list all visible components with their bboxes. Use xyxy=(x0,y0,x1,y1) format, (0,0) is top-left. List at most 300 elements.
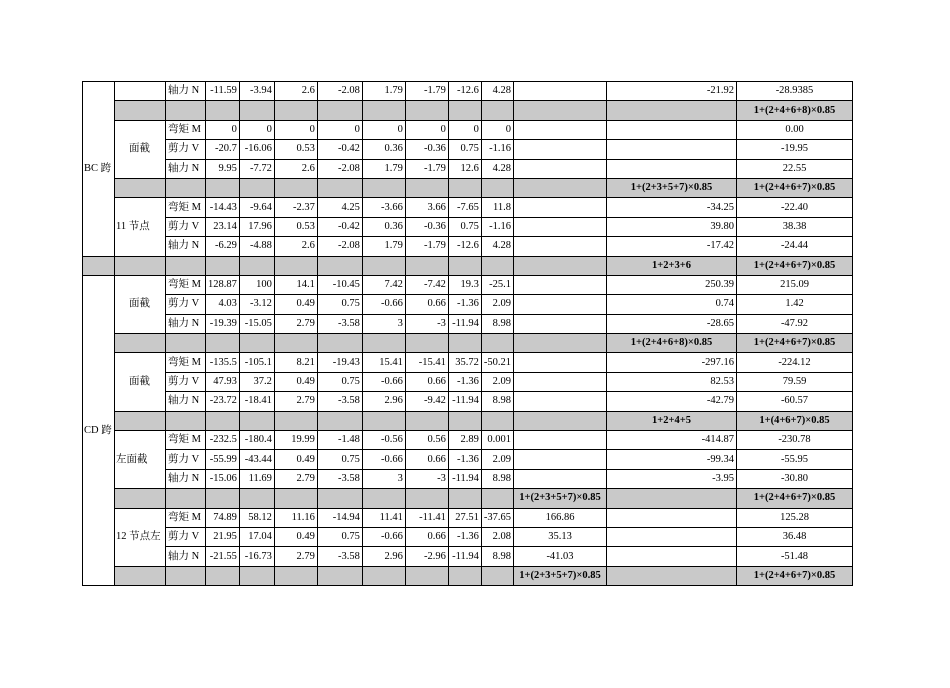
load-case-value: -135.5 xyxy=(206,353,240,372)
load-case-value xyxy=(362,566,405,585)
force-label: 弯矩 M xyxy=(166,353,206,372)
section-label: 面截 xyxy=(115,275,166,333)
load-case-value: 0.36 xyxy=(362,217,405,236)
force-label xyxy=(166,178,206,197)
force-label: 剪力 V xyxy=(166,295,206,314)
load-case-value: 11.69 xyxy=(239,469,274,488)
table-row xyxy=(83,431,853,450)
force-label: 剪力 V xyxy=(166,372,206,391)
load-case-value xyxy=(448,489,481,508)
combo-value-1 xyxy=(514,392,607,411)
load-case-value: 2.79 xyxy=(274,314,317,333)
load-case-value: -12.6 xyxy=(448,237,481,256)
load-case-value: -23.72 xyxy=(206,392,240,411)
load-case-value xyxy=(481,178,513,197)
load-case-value: 7.42 xyxy=(362,275,405,294)
load-case-value: 8.98 xyxy=(481,547,513,566)
load-case-value: 3 xyxy=(362,469,405,488)
table-row xyxy=(83,82,853,101)
table-row xyxy=(83,159,853,178)
section-label: 11 节点 xyxy=(115,198,166,256)
load-case-value: -0.56 xyxy=(362,431,405,450)
force-label: 剪力 V xyxy=(166,527,206,546)
load-case-value xyxy=(239,566,274,585)
load-case-value: -3 xyxy=(405,469,448,488)
load-case-value xyxy=(448,566,481,585)
combo-formula-1 xyxy=(514,411,607,430)
force-label xyxy=(166,334,206,353)
section-label xyxy=(115,489,166,508)
load-case-value: -11.94 xyxy=(448,314,481,333)
load-case-value: 0.53 xyxy=(274,217,317,236)
load-case-value: 0 xyxy=(206,120,240,139)
load-case-value: 0.66 xyxy=(405,372,448,391)
load-case-value: -3.94 xyxy=(239,82,274,101)
internal-force-combination-table xyxy=(82,81,853,586)
load-case-value xyxy=(405,411,448,430)
force-label xyxy=(166,489,206,508)
combo-value-2: -99.34 xyxy=(607,450,737,469)
combo-value-2: -34.25 xyxy=(607,198,737,217)
combo-formula-2 xyxy=(607,101,737,120)
load-case-value: -3 xyxy=(405,314,448,333)
load-case-value: -16.06 xyxy=(239,140,274,159)
load-case-value: 2.96 xyxy=(362,392,405,411)
load-case-value: 0 xyxy=(274,120,317,139)
load-case-value: -0.36 xyxy=(405,217,448,236)
load-case-value: 8.98 xyxy=(481,314,513,333)
combo-value-1 xyxy=(514,431,607,450)
combo-value-3: 38.38 xyxy=(737,217,853,236)
table-row xyxy=(83,547,853,566)
load-case-value xyxy=(274,489,317,508)
load-case-value: 0.75 xyxy=(317,450,362,469)
combo-value-1: -41.03 xyxy=(514,547,607,566)
table-row xyxy=(83,372,853,391)
load-case-value xyxy=(405,256,448,275)
combo-formula-1: 1+(2+3+5+7)×0.85 xyxy=(514,489,607,508)
load-case-value: 0 xyxy=(239,120,274,139)
combo-value-2: 0.74 xyxy=(607,295,737,314)
force-label: 弯矩 M xyxy=(166,431,206,450)
force-label: 轴力 N xyxy=(166,159,206,178)
load-case-value: 0.66 xyxy=(405,295,448,314)
section-label xyxy=(115,256,166,275)
combo-formula-1: 1+(2+3+5+7)×0.85 xyxy=(514,566,607,585)
combo-value-1 xyxy=(514,237,607,256)
combo-value-2: -3.95 xyxy=(607,469,737,488)
force-label: 剪力 V xyxy=(166,217,206,236)
load-case-value: 8.21 xyxy=(274,353,317,372)
load-case-value: 4.28 xyxy=(481,237,513,256)
combo-value-1 xyxy=(514,353,607,372)
section-label xyxy=(115,566,166,585)
load-case-value: 0 xyxy=(448,120,481,139)
force-label: 轴力 N xyxy=(166,82,206,101)
load-case-value xyxy=(448,411,481,430)
combo-value-1 xyxy=(514,217,607,236)
load-case-value: 2.96 xyxy=(362,547,405,566)
combo-formula-3: 1+(2+4+6+7)×0.85 xyxy=(737,256,853,275)
load-case-value: -11.94 xyxy=(448,469,481,488)
force-label: 轴力 N xyxy=(166,392,206,411)
force-label xyxy=(166,566,206,585)
combo-value-1 xyxy=(514,82,607,101)
load-case-value: 0.36 xyxy=(362,140,405,159)
load-case-value xyxy=(481,411,513,430)
combo-value-3: -60.57 xyxy=(737,392,853,411)
load-case-value xyxy=(274,101,317,120)
combo-formula-2 xyxy=(607,566,737,585)
load-case-value: -3.12 xyxy=(239,295,274,314)
load-case-value: 23.14 xyxy=(206,217,240,236)
combo-value-3: 79.59 xyxy=(737,372,853,391)
load-case-value: -2.08 xyxy=(317,237,362,256)
combo-value-2: -21.92 xyxy=(607,82,737,101)
load-case-value xyxy=(239,334,274,353)
load-case-value: -19.43 xyxy=(317,353,362,372)
load-case-value: 0.49 xyxy=(274,372,317,391)
load-case-value: -180.4 xyxy=(239,431,274,450)
load-case-value: -0.66 xyxy=(362,372,405,391)
load-case-value xyxy=(206,178,240,197)
load-case-value: 8.98 xyxy=(481,392,513,411)
load-case-value xyxy=(317,489,362,508)
load-case-value: -11.94 xyxy=(448,392,481,411)
table-row xyxy=(83,508,853,527)
load-case-value xyxy=(448,334,481,353)
load-case-value: 0 xyxy=(481,120,513,139)
load-case-value: 0.75 xyxy=(317,372,362,391)
table-row xyxy=(83,101,853,120)
load-case-value: 1.79 xyxy=(362,237,405,256)
load-case-value: 11.16 xyxy=(274,508,317,527)
load-case-value xyxy=(274,411,317,430)
load-case-value: 11.41 xyxy=(362,508,405,527)
load-case-value: -25.1 xyxy=(481,275,513,294)
combo-value-1 xyxy=(514,295,607,314)
load-case-value: 0.66 xyxy=(405,450,448,469)
table-row xyxy=(83,237,853,256)
load-case-value: 15.41 xyxy=(362,353,405,372)
force-label: 弯矩 M xyxy=(166,120,206,139)
table-row xyxy=(83,353,853,372)
load-case-value: -1.79 xyxy=(405,82,448,101)
section-label: 面截 xyxy=(115,353,166,411)
load-case-value xyxy=(362,411,405,430)
load-case-value: -3.58 xyxy=(317,547,362,566)
combo-formula-2 xyxy=(607,489,737,508)
combo-value-2 xyxy=(607,120,737,139)
load-case-value xyxy=(448,101,481,120)
load-case-value: 37.2 xyxy=(239,372,274,391)
load-case-value: -7.42 xyxy=(405,275,448,294)
load-case-value: 0.53 xyxy=(274,140,317,159)
section-label: 面截 xyxy=(115,120,166,178)
load-case-value: 19.99 xyxy=(274,431,317,450)
load-case-value xyxy=(239,489,274,508)
table-row xyxy=(83,256,853,275)
combo-value-3: 0.00 xyxy=(737,120,853,139)
combo-value-1 xyxy=(514,159,607,178)
load-case-value: 19.3 xyxy=(448,275,481,294)
load-case-value: -0.66 xyxy=(362,527,405,546)
combo-value-2: -42.79 xyxy=(607,392,737,411)
table-row xyxy=(83,411,853,430)
section-label xyxy=(115,101,166,120)
load-case-value: 0.56 xyxy=(405,431,448,450)
load-case-value: 27.51 xyxy=(448,508,481,527)
load-case-value: 47.93 xyxy=(206,372,240,391)
combo-formula-1 xyxy=(514,334,607,353)
load-case-value xyxy=(206,334,240,353)
load-case-value: -1.36 xyxy=(448,450,481,469)
force-label: 轴力 N xyxy=(166,314,206,333)
load-case-value xyxy=(448,178,481,197)
span-group-label: BC 跨 xyxy=(83,82,115,257)
table-row xyxy=(83,217,853,236)
load-case-value: -0.42 xyxy=(317,140,362,159)
load-case-value: 1.79 xyxy=(362,82,405,101)
combo-value-1 xyxy=(514,372,607,391)
load-case-value xyxy=(362,178,405,197)
load-case-value: -1.79 xyxy=(405,237,448,256)
combo-formula-3: 1+(4+6+7)×0.85 xyxy=(737,411,853,430)
load-case-value xyxy=(206,489,240,508)
combo-value-1 xyxy=(514,469,607,488)
load-case-value: -43.44 xyxy=(239,450,274,469)
load-case-value xyxy=(239,256,274,275)
combo-value-3: -230.78 xyxy=(737,431,853,450)
section-label: 左面截 xyxy=(115,431,166,489)
load-case-value: -9.64 xyxy=(239,198,274,217)
load-case-value: 3.66 xyxy=(405,198,448,217)
combo-value-2: -17.42 xyxy=(607,237,737,256)
load-case-value: 2.89 xyxy=(448,431,481,450)
load-case-value: 2.09 xyxy=(481,372,513,391)
combo-formula-2: 1+(2+3+5+7)×0.85 xyxy=(607,178,737,197)
load-case-value: -7.72 xyxy=(239,159,274,178)
load-case-value: -2.96 xyxy=(405,547,448,566)
load-case-value xyxy=(239,411,274,430)
load-case-value: 0 xyxy=(317,120,362,139)
combo-value-1: 35.13 xyxy=(514,527,607,546)
load-case-value: 9.95 xyxy=(206,159,240,178)
combo-value-1 xyxy=(514,450,607,469)
load-case-value xyxy=(317,178,362,197)
load-case-value: -0.36 xyxy=(405,140,448,159)
load-case-value: 0.75 xyxy=(448,217,481,236)
section-label xyxy=(115,82,166,101)
combo-value-3: -22.40 xyxy=(737,198,853,217)
load-case-value: -12.6 xyxy=(448,82,481,101)
combo-value-2: 39.80 xyxy=(607,217,737,236)
load-case-value: -232.5 xyxy=(206,431,240,450)
combo-formula-3: 1+(2+4+6+8)×0.85 xyxy=(737,101,853,120)
load-case-value: 35.72 xyxy=(448,353,481,372)
load-case-value: -3.58 xyxy=(317,392,362,411)
span-group-label: CD 跨 xyxy=(83,275,115,585)
load-case-value: 12.6 xyxy=(448,159,481,178)
load-case-value: -11.59 xyxy=(206,82,240,101)
table-row xyxy=(83,392,853,411)
combo-value-1: 166.86 xyxy=(514,508,607,527)
force-label: 弯矩 M xyxy=(166,508,206,527)
load-case-value: 2.79 xyxy=(274,547,317,566)
combo-value-2 xyxy=(607,140,737,159)
combo-formula-2: 1+(2+4+6+8)×0.85 xyxy=(607,334,737,353)
force-label xyxy=(166,101,206,120)
combo-value-3: -55.95 xyxy=(737,450,853,469)
load-case-value: 11.8 xyxy=(481,198,513,217)
load-case-value: 2.6 xyxy=(274,237,317,256)
load-case-value: 0.49 xyxy=(274,295,317,314)
load-case-value: 58.12 xyxy=(239,508,274,527)
load-case-value: -105.1 xyxy=(239,353,274,372)
load-case-value xyxy=(317,256,362,275)
combo-formula-2: 1+2+3+6 xyxy=(607,256,737,275)
table-body xyxy=(83,82,853,586)
load-case-value xyxy=(274,334,317,353)
table-row xyxy=(83,295,853,314)
section-label xyxy=(115,178,166,197)
table-row xyxy=(83,469,853,488)
combo-value-2: 82.53 xyxy=(607,372,737,391)
combo-value-3: -28.9385 xyxy=(737,82,853,101)
table-row xyxy=(83,334,853,353)
load-case-value: 128.87 xyxy=(206,275,240,294)
section-label xyxy=(115,411,166,430)
combo-formula-1 xyxy=(514,178,607,197)
load-case-value xyxy=(274,256,317,275)
load-case-value: -10.45 xyxy=(317,275,362,294)
combo-value-1 xyxy=(514,275,607,294)
load-case-value xyxy=(206,566,240,585)
load-case-value: 2.79 xyxy=(274,469,317,488)
load-case-value: -11.94 xyxy=(448,547,481,566)
combo-value-2 xyxy=(607,547,737,566)
load-case-value xyxy=(317,101,362,120)
load-case-value: 2.09 xyxy=(481,295,513,314)
force-label: 弯矩 M xyxy=(166,198,206,217)
load-case-value: -1.79 xyxy=(405,159,448,178)
combo-value-3: -47.92 xyxy=(737,314,853,333)
load-case-value xyxy=(362,256,405,275)
load-case-value: -7.65 xyxy=(448,198,481,217)
load-case-value xyxy=(405,101,448,120)
load-case-value: -1.48 xyxy=(317,431,362,450)
load-case-value: -1.16 xyxy=(481,140,513,159)
load-case-value: -3.58 xyxy=(317,314,362,333)
combo-value-2 xyxy=(607,527,737,546)
combo-formula-3: 1+(2+4+6+7)×0.85 xyxy=(737,178,853,197)
load-case-value: -0.66 xyxy=(362,450,405,469)
load-case-value xyxy=(448,256,481,275)
load-case-value: -16.73 xyxy=(239,547,274,566)
load-case-value xyxy=(481,334,513,353)
load-case-value: -15.41 xyxy=(405,353,448,372)
span-group-label xyxy=(83,256,115,275)
load-case-value xyxy=(274,178,317,197)
load-case-value: 4.28 xyxy=(481,82,513,101)
combo-value-3: -19.95 xyxy=(737,140,853,159)
table-row xyxy=(83,489,853,508)
load-case-value: -1.16 xyxy=(481,217,513,236)
force-label: 轴力 N xyxy=(166,237,206,256)
load-case-value xyxy=(206,101,240,120)
force-label: 轴力 N xyxy=(166,469,206,488)
load-case-value xyxy=(481,101,513,120)
table-row xyxy=(83,566,853,585)
load-case-value: -6.29 xyxy=(206,237,240,256)
load-case-value: -9.42 xyxy=(405,392,448,411)
load-case-value: -14.43 xyxy=(206,198,240,217)
load-case-value: 0.49 xyxy=(274,450,317,469)
load-case-value: -3.66 xyxy=(362,198,405,217)
combo-value-2: -28.65 xyxy=(607,314,737,333)
combo-value-2: -297.16 xyxy=(607,353,737,372)
load-case-value: -55.99 xyxy=(206,450,240,469)
load-case-value: 2.79 xyxy=(274,392,317,411)
load-case-value: -15.05 xyxy=(239,314,274,333)
load-case-value xyxy=(362,334,405,353)
load-case-value: 21.95 xyxy=(206,527,240,546)
load-case-value: -14.94 xyxy=(317,508,362,527)
load-case-value: 100 xyxy=(239,275,274,294)
load-case-value xyxy=(274,566,317,585)
load-case-value: -50.21 xyxy=(481,353,513,372)
table-row xyxy=(83,275,853,294)
load-case-value: -21.55 xyxy=(206,547,240,566)
load-case-value: 74.89 xyxy=(206,508,240,527)
load-case-value: 4.28 xyxy=(481,159,513,178)
combo-formula-1 xyxy=(514,101,607,120)
load-case-value: -18.41 xyxy=(239,392,274,411)
load-case-value: -2.37 xyxy=(274,198,317,217)
load-case-value xyxy=(206,256,240,275)
load-case-value xyxy=(206,411,240,430)
combo-value-3: -30.80 xyxy=(737,469,853,488)
combo-value-1 xyxy=(514,314,607,333)
combo-value-2: 250.39 xyxy=(607,275,737,294)
table-row xyxy=(83,120,853,139)
load-case-value: 2.6 xyxy=(274,159,317,178)
combo-value-1 xyxy=(514,120,607,139)
load-case-value: 0.49 xyxy=(274,527,317,546)
load-case-value: -20.7 xyxy=(206,140,240,159)
force-label: 剪力 V xyxy=(166,450,206,469)
load-case-value: 0.75 xyxy=(317,527,362,546)
load-case-value: 2.09 xyxy=(481,450,513,469)
load-case-value: -11.41 xyxy=(405,508,448,527)
load-case-value: 17.96 xyxy=(239,217,274,236)
load-case-value xyxy=(405,334,448,353)
load-case-value: 8.98 xyxy=(481,469,513,488)
load-case-value: 4.03 xyxy=(206,295,240,314)
load-case-value: -0.42 xyxy=(317,217,362,236)
force-label: 剪力 V xyxy=(166,140,206,159)
combo-value-3: -51.48 xyxy=(737,547,853,566)
load-case-value: -3.58 xyxy=(317,469,362,488)
load-case-value: 0.001 xyxy=(481,431,513,450)
load-case-value: 14.1 xyxy=(274,275,317,294)
load-case-value: 3 xyxy=(362,314,405,333)
table-row xyxy=(83,178,853,197)
section-label xyxy=(115,334,166,353)
load-case-value xyxy=(239,101,274,120)
load-case-value: 0.66 xyxy=(405,527,448,546)
combo-value-3: -224.12 xyxy=(737,353,853,372)
